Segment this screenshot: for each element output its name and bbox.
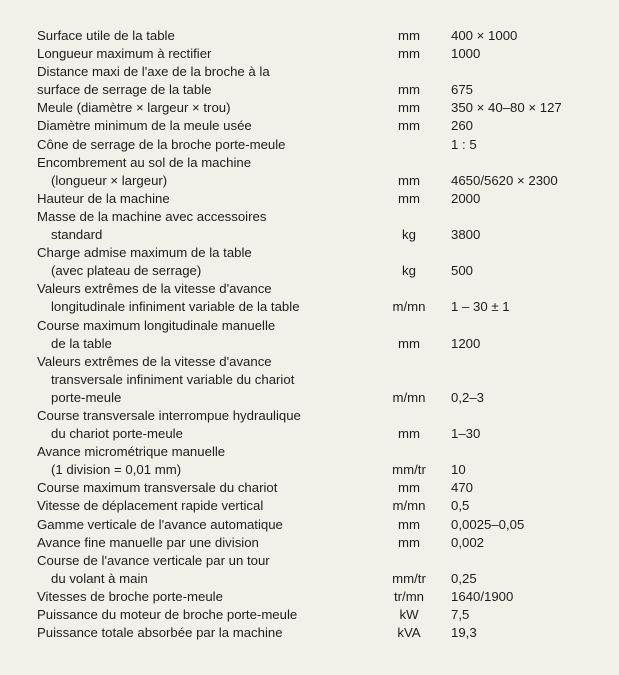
spec-unit: mm — [398, 190, 420, 206]
spec-description — [0, 516, 367, 534]
spec-unit: mm — [398, 100, 420, 116]
spec-description-line: (1 division = 0,01 mm) — [51, 462, 182, 478]
spec-row — [0, 479, 619, 497]
spec-unit: mm — [398, 480, 420, 496]
spec-value: 500 — [451, 263, 474, 279]
spec-description-line: (longueur × largeur) — [51, 172, 168, 188]
spec-description — [0, 190, 367, 208]
spec-row — [0, 624, 619, 642]
spec-description — [0, 208, 367, 244]
spec-value: 1000 — [451, 46, 481, 62]
spec-value: 0,2–3 — [451, 389, 485, 405]
spec-row — [0, 552, 619, 588]
spec-description-line: Course maximum transversale du chariot — [37, 480, 278, 496]
specification-table — [0, 27, 619, 642]
spec-description — [0, 63, 367, 99]
spec-value: 3800 — [451, 227, 481, 243]
spec-row — [0, 317, 619, 353]
spec-unit: mm — [398, 534, 420, 550]
spec-row — [0, 27, 619, 45]
spec-row — [0, 443, 619, 479]
spec-description-line: Masse de la machine avec accessoires — [37, 208, 267, 224]
spec-unit: mm — [398, 516, 420, 532]
spec-description-line: Charge admise maximum de la table — [37, 245, 252, 261]
spec-row — [0, 516, 619, 534]
spec-row — [0, 136, 619, 154]
spec-row — [0, 353, 619, 407]
spec-row — [0, 208, 619, 244]
spec-value: 0,0025–0,05 — [451, 516, 525, 532]
spec-description-line: Diamètre minimum de la meule usée — [37, 118, 252, 134]
spec-unit: kW — [399, 607, 419, 622]
spec-value: 675 — [451, 82, 474, 98]
spec-unit: m/mn — [392, 389, 426, 405]
spec-unit: mm — [398, 335, 420, 351]
spec-unit: kVA — [397, 625, 421, 641]
spec-description-line: Meule (diamètre × largeur × trou) — [37, 100, 231, 116]
spec-row — [0, 244, 619, 280]
spec-description-line: Encombrement au sol de la machine — [37, 154, 252, 170]
spec-description-line: transversale infiniment variable du chariot — [51, 371, 295, 387]
spec-description-line: Valeurs extrêmes de la vitesse d'avance — [37, 353, 272, 369]
spec-description-line: Course transversale interrompue hydraulique — [37, 407, 301, 423]
spec-value: 19,3 — [451, 625, 477, 641]
spec-value: 0,5 — [451, 498, 470, 514]
spec-description — [0, 244, 367, 280]
spec-description-line: standard — [51, 227, 103, 243]
spec-unit: mm — [398, 118, 420, 134]
spec-row — [0, 534, 619, 552]
spec-row — [0, 154, 619, 190]
spec-row — [0, 63, 619, 99]
spec-value: 1200 — [451, 335, 481, 351]
spec-unit: kg — [402, 227, 416, 243]
spec-description-line: Course maximum longitudinale manuelle — [37, 317, 276, 333]
spec-description — [0, 624, 367, 642]
spec-value: 10 — [451, 462, 466, 478]
spec-description-line: Course de l'avance verticale par un tour — [37, 552, 270, 568]
spec-unit: mm/tr — [392, 570, 426, 586]
spec-unit: tr/mn — [393, 588, 425, 604]
spec-value: 400 × 1000 — [451, 28, 518, 43]
spec-description — [0, 154, 367, 190]
spec-description — [0, 606, 367, 624]
spec-unit: m/mn — [392, 299, 426, 315]
spec-unit: kg — [402, 263, 416, 279]
spec-description — [0, 99, 367, 117]
spec-description-line: Avance fine manuelle par une division — [37, 534, 259, 550]
spec-description-line: Avance micrométrique manuelle — [37, 444, 226, 460]
spec-description-line: Hauteur de la machine — [37, 190, 170, 206]
spec-description — [0, 45, 367, 63]
spec-value: 2000 — [451, 190, 481, 206]
spec-description — [0, 27, 367, 45]
spec-value: 470 — [451, 480, 474, 496]
spec-description — [0, 117, 367, 135]
spec-description-line: (avec plateau de serrage) — [51, 263, 202, 279]
spec-row — [0, 606, 619, 624]
spec-description-line: Longueur maximum à rectifier — [37, 46, 212, 62]
spec-description-line: du volant à main — [51, 570, 148, 586]
spec-unit: mm — [398, 82, 420, 98]
spec-value: 4650/5620 × 2300 — [451, 172, 558, 188]
spec-description-line: Gamme verticale de l'avance automatique — [37, 516, 283, 532]
spec-description — [0, 407, 367, 443]
spec-description-line: longitudinale infiniment variable de la table — [51, 299, 300, 315]
spec-unit: mm — [398, 28, 420, 43]
spec-row — [0, 45, 619, 63]
spec-unit: mm — [398, 46, 420, 62]
spec-value: 350 × 40–80 × 127 — [451, 100, 562, 116]
spec-description — [0, 136, 367, 154]
spec-description — [0, 443, 367, 479]
spec-description-line: Distance maxi de l'axe de la broche à la — [37, 64, 270, 80]
spec-description-line: Cône de serrage de la broche porte-meule — [37, 136, 286, 152]
spec-value: 1 – 30 ± 1 — [451, 299, 510, 315]
spec-value: 0,002 — [451, 534, 485, 550]
spec-description-line: Surface utile de la table — [37, 28, 175, 43]
spec-value: 260 — [451, 118, 474, 134]
spec-row — [0, 117, 619, 135]
spec-value: 7,5 — [451, 607, 470, 622]
spec-unit: mm — [398, 172, 420, 188]
spec-row — [0, 280, 619, 316]
spec-description — [0, 353, 367, 407]
spec-description-line: de la table — [51, 335, 112, 351]
spec-description-line: du chariot porte-meule — [51, 426, 183, 442]
spec-description — [0, 552, 367, 588]
spec-description-line: surface de serrage de la table — [37, 82, 212, 98]
spec-description-line: Puissance totale absorbée par la machine — [37, 625, 283, 641]
spec-description-line: Vitesses de broche porte-meule — [37, 588, 223, 604]
spec-unit: mm — [398, 426, 420, 442]
spec-description — [0, 534, 367, 552]
spec-description-line: Vitesse de déplacement rapide vertical — [37, 498, 264, 514]
spec-description — [0, 280, 367, 316]
spec-unit: mm/tr — [392, 462, 426, 478]
spec-description — [0, 479, 367, 497]
spec-value: 1 : 5 — [451, 136, 477, 152]
spec-row — [0, 497, 619, 515]
spec-description — [0, 497, 367, 515]
spec-value: 1–30 — [451, 426, 481, 442]
spec-value: 1640/1900 — [451, 588, 514, 604]
spec-row — [0, 190, 619, 208]
spec-unit: m/mn — [392, 498, 426, 514]
spec-description-line: Valeurs extrêmes de la vitesse d'avance — [37, 281, 272, 297]
spec-row — [0, 588, 619, 606]
spec-value: 0,25 — [451, 570, 477, 586]
spec-description-line: Puissance du moteur de broche porte-meule — [37, 607, 298, 622]
spec-description — [0, 588, 367, 606]
spec-description — [0, 317, 367, 353]
spec-row — [0, 99, 619, 117]
spec-row — [0, 407, 619, 443]
spec-description-line: porte-meule — [51, 389, 122, 405]
